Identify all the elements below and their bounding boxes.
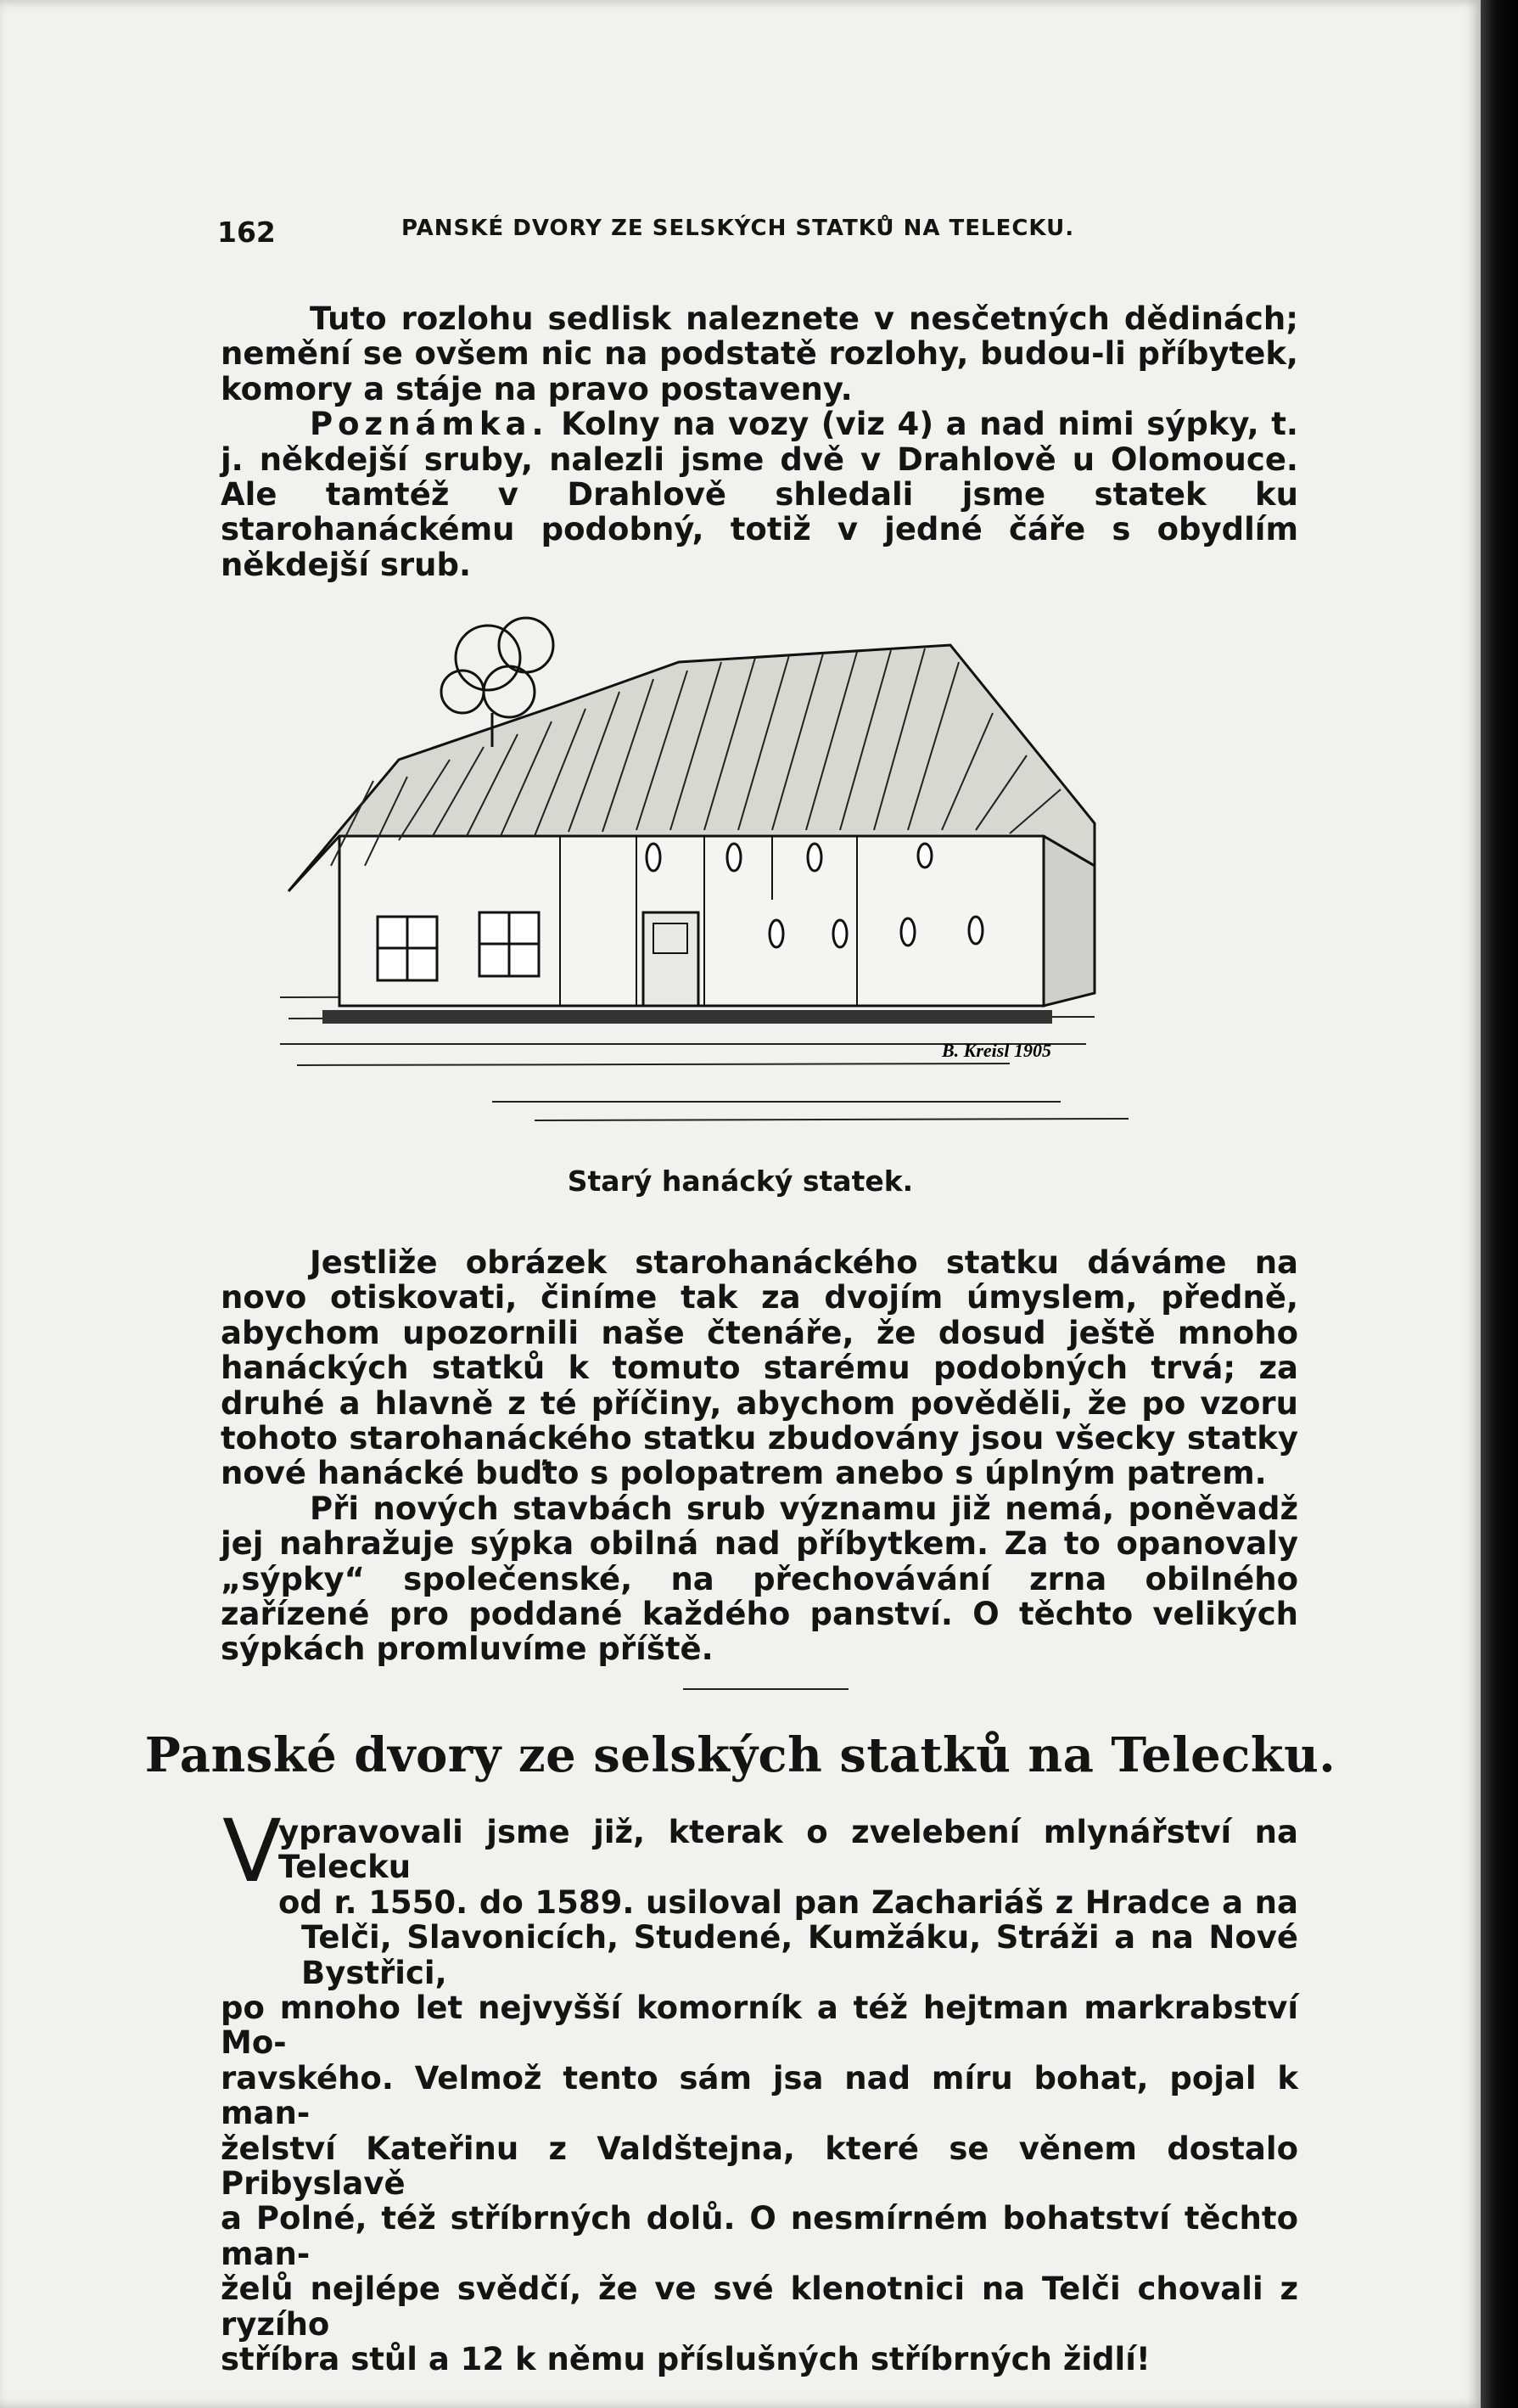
section-line: ypravovali jsme již, kterak o zvelebení mlynářství na Telecku — [278, 1814, 1298, 1886]
note-text: Kolny na vozy (viz 4) a nad nimi sýpky, t. j. někdejší sruby, nalezli jsme dvě v Drahlově u Olomouce. Ale tamtéž v Drahlově shledali jsme statek ku starohanáckému podobný, totiž v jedné čáře s obydlím někdejší srub. — [221, 406, 1298, 583]
page-number: 162 — [217, 216, 276, 249]
fence-band — [322, 1010, 1052, 1024]
page-edge-shadow — [1481, 0, 1518, 2408]
figure-caption: Starý hanácký statek. — [567, 1165, 914, 1198]
section-line: želství Kateřinu z Valdštejna, které se věnem dostalo Pribyslavě — [221, 2130, 1298, 2203]
intro-paragraph: Tuto rozlohu sedlisk naleznete v nesčetných dědinách; nemění se ovšem nic na podstatě rozlohy, budou-li příbytek, komory a stáje na pravo postaveny. — [221, 300, 1298, 407]
note-label: Poznámka. — [310, 406, 549, 443]
section-line: ravského. Velmož tento sám jsa nad míru bohat, pojal k man- — [221, 2059, 1298, 2132]
body-text — [221, 1245, 1298, 1667]
note-paragraph — [221, 407, 1298, 582]
section-divider — [683, 1688, 849, 1690]
farmhouse-illustration — [280, 611, 1239, 1146]
section-title: Panské dvory ze selských statků na Telecku. — [144, 1727, 1336, 1783]
artist-signature: B. Kreisl 1905 — [942, 1040, 1051, 1061]
section-text — [221, 1815, 1298, 2377]
section-line: po mnoho let nejvyšší komorník a též hejtman markrabství Mo- — [221, 1990, 1298, 2062]
section-line: a Polné, též stříbrných dolů. O nesmírném bohatství těchto man- — [221, 2200, 1298, 2272]
intro-text — [221, 301, 1298, 582]
section-line: stříbra stůl a 12 k němu příslušných stříbrných židlí! — [221, 2341, 1151, 2378]
section-line: želů nejlépe svědčí, že ve své klenotnici na Telči chovali z ryzího — [221, 2270, 1298, 2343]
door — [643, 912, 698, 1006]
page-header — [217, 212, 1287, 249]
section-line: Telči, Slavonicích, Studené, Kumžáku, Stráži a na Nové Bystřici, — [301, 1919, 1298, 1991]
drop-cap: V — [222, 1801, 282, 1902]
section-line: od r. 1550. do 1589. usiloval pan Zachariáš z Hradce a na — [278, 1883, 1298, 1921]
body-paragraph-2: Při nových stavbách srub významu již nemá, poněvadž jej nahražuje sýpka obilná nad příbytkem. Za to opanovaly „sýpky“ společenské, na přechovávání zrna obilného zařízené pro poddané každého panství. O těchto velikých sýpkách promluvíme příště. — [221, 1490, 1298, 1668]
body-paragraph-1: Jestliže obrázek starohanáckého statku dáváme na novo otiskovati, činíme tak za dvojím úmyslem, předně, abychom upozornili naše čtenáře, že dosud ještě mnoho hanáckých statků k tomuto starému podobných trvá; za druhé a hlavně z té příčiny, abychom pověděli, že po vzoru tohoto starohanáckého statku zbudovány jsou všecky statky nové hanácké buďto s polopatrem anebo s úplným patrem. — [221, 1244, 1298, 1492]
running-head: PANSKÉ DVORY ZE SELSKÝCH STATKŮ NA TELECKU. — [401, 216, 1075, 241]
